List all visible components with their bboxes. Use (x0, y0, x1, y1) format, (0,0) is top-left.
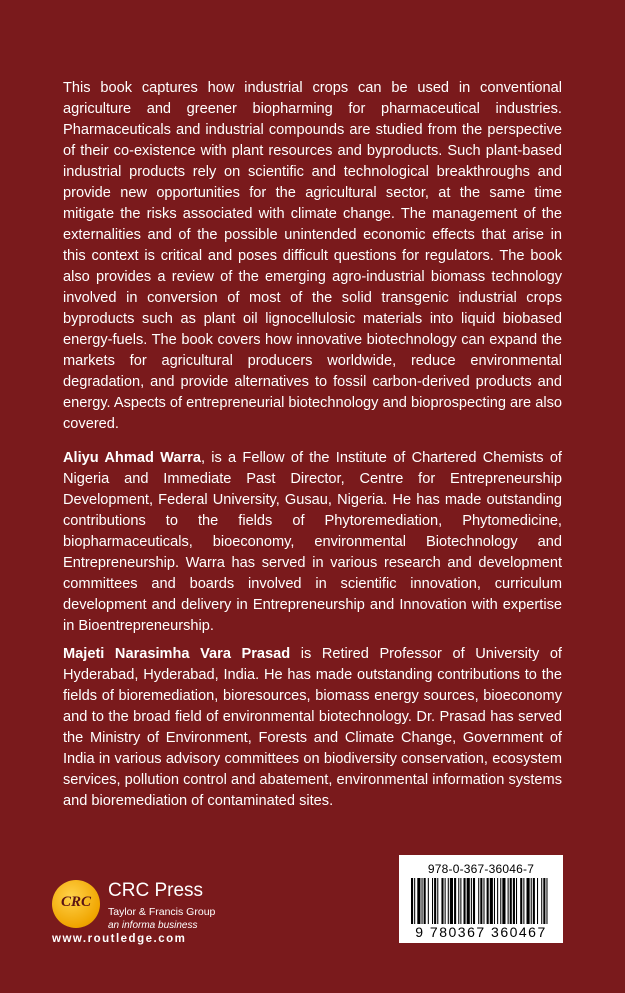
barcode-bar (497, 878, 498, 924)
barcode-bar (417, 878, 420, 924)
barcode-bar (487, 878, 489, 924)
author-name-2: Majeti Narasimha Vara Prasad (63, 646, 291, 662)
isbn-digits: 9 780367 360467 (415, 924, 547, 940)
isbn-label: 978-0-367-36046-7 (427, 862, 535, 876)
barcode-bar (441, 878, 443, 924)
barcode-bar (510, 878, 512, 924)
barcode-bar (458, 878, 459, 924)
barcode-bar (516, 878, 517, 924)
barcode-bar (432, 878, 433, 924)
barcode-bar (483, 878, 484, 924)
publisher-website: www.routledge.com (52, 933, 187, 945)
barcode-bars (409, 878, 553, 924)
barcode-bar (513, 878, 515, 924)
barcode-bar (533, 878, 535, 924)
barcode-bar (434, 878, 436, 924)
barcode-bar (473, 878, 475, 924)
barcode-bar (543, 878, 545, 924)
barcode-bar (520, 878, 522, 924)
barcode-bar (546, 878, 547, 924)
publisher-tagline: an informa business (108, 920, 198, 931)
barcode-bar (460, 878, 461, 924)
barcode-bar (531, 878, 532, 924)
barcode-bar (414, 878, 415, 924)
barcode-bar (494, 878, 495, 924)
barcode-bar (464, 878, 466, 924)
author-bio-1 (63, 448, 562, 637)
barcode-bar (490, 878, 493, 924)
barcode-bar (478, 878, 479, 924)
barcode-bar (445, 878, 446, 924)
publisher-name: CRC Press (108, 880, 204, 901)
isbn-barcode (399, 855, 563, 943)
barcode-bar (502, 878, 505, 924)
barcode-bar (450, 878, 453, 924)
barcode-bar (500, 878, 501, 924)
author-bio-text-1: , is a Fellow of the Institute of Chartered Chemists of Nigeria and Immediate Past Director, Centre for Entrepreneurship Development, Federal University, Gusau, Nigeria. He has made outstanding contributions to the fields of Phytoremediation, Phytomedicine, biopharmaceuticals, bioeconomy, environmental Biotechnology and Entrepreneurship. Warra has served in various research and development committees and boards involved in scientific innovation, curriculum development and delivery in Entrepreneurship and Innovation with expertise in Bioentrepreneurship. (63, 450, 562, 634)
barcode-bar (480, 878, 482, 924)
back-cover-text (63, 78, 562, 825)
barcode-bar (422, 878, 423, 924)
barcode-bar (527, 878, 530, 924)
crc-logo-mark: CRC (60, 894, 91, 910)
barcode-bar (437, 878, 438, 924)
barcode-bar (471, 878, 472, 924)
book-description: This book captures how industrial crops can be used in conventional agriculture and greener biopharming for pharmaceutical industries. Pharmaceuticals and industrial compounds are studied from the perspective of their co-existence with plant resources and byproducts. Such plant-based industrial products rely on scientific and technological breakthroughs and provide new opportunities for the agricultural sector, at the same time mitigate the risks associated with climate change. The management of the externalities and of the possible unintended economic effects that arise in this context is critical and poses difficult questions for regulators. The book also provides a review of the emerging agro-industrial biomass technology involved in conversion of most of the solid transgenic industrial crops byproducts such as plant oil lignocellulosic materials into liquid biobased energy-fuels. The book covers how innovative biotechnology can expand the markets for agricultural producers worldwide, reduce environmental degradation, and provide alternatives to fossil carbon-derived products and energy. Aspects of entrepreneurial biotechnology and bioprospecting are also covered. (63, 80, 562, 432)
barcode-bar (411, 878, 413, 924)
barcode-bar (523, 878, 524, 924)
barcode-bar (448, 878, 449, 924)
barcode-bar (424, 878, 426, 924)
barcode-bar (541, 878, 542, 924)
author-bio-2 (63, 644, 562, 812)
barcode-bar (508, 878, 509, 924)
barcode-bar (428, 878, 429, 924)
author-bio-text-2: is Retired Professor of University of Hyderabad, Hyderabad, India. He has made outstanding contributions to the fields of bioremediation, bioresources, biomass energy sources, bioeconomy and to the broad field of environmental biotechnology. Dr. Prasad has served the Ministry of Environment, Forests and Climate Change, Government of India in various advisory committees on biodiversity conservation, ecosystem services, pollution control and abatement, environmental information systems and bioremediation of contaminated sites. (63, 646, 562, 809)
barcode-bar (454, 878, 456, 924)
author-name-1: Aliyu Ahmad Warra (63, 450, 201, 466)
barcode-bar (467, 878, 470, 924)
publisher-group: Taylor & Francis Group (108, 906, 216, 918)
barcode-bar (537, 878, 538, 924)
